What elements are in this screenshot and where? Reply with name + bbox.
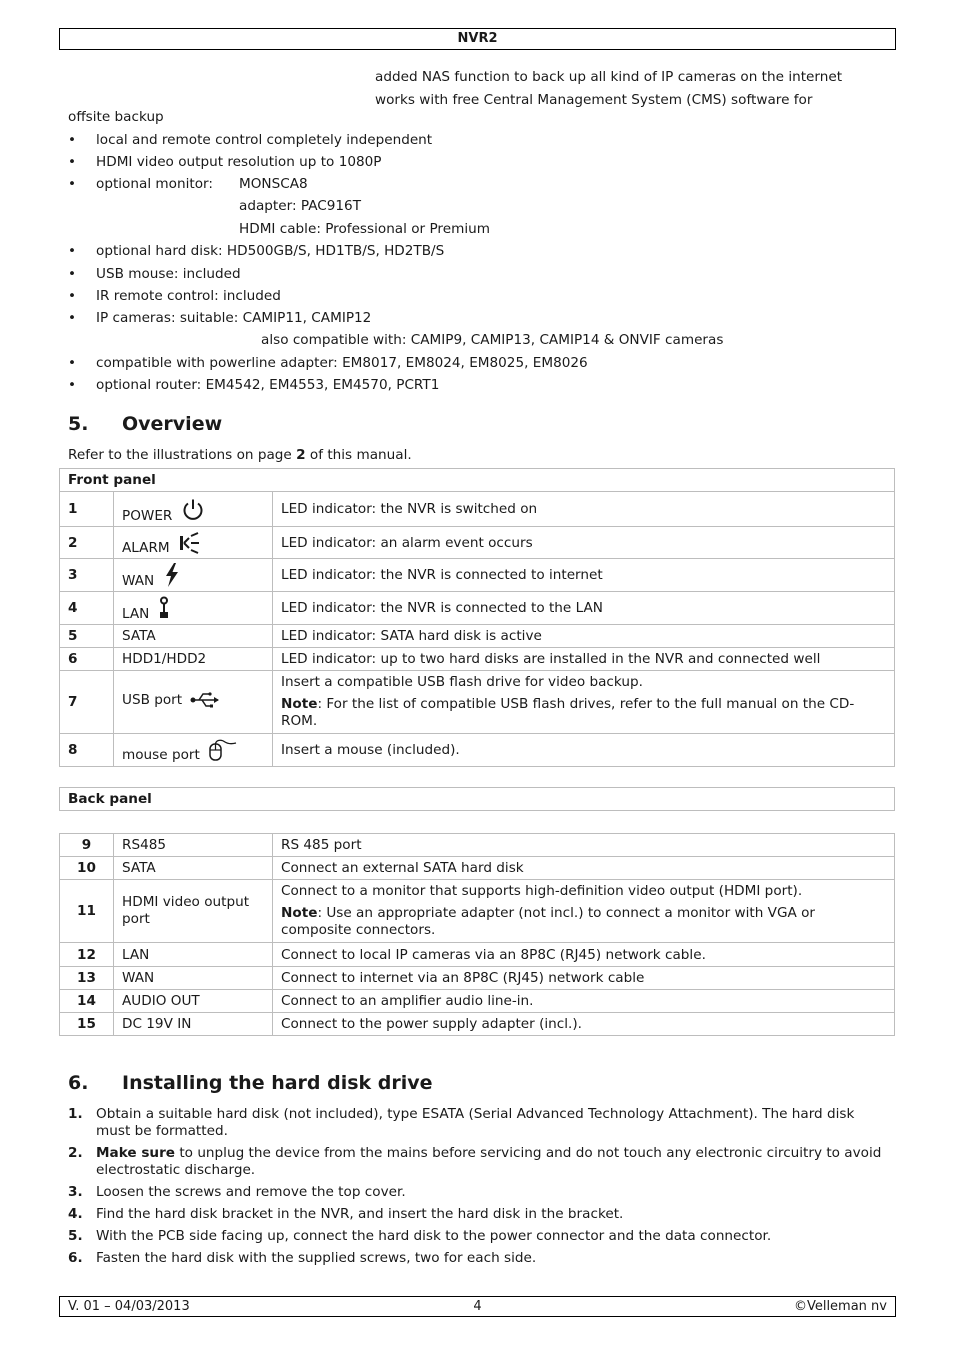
table-row (60, 943, 895, 967)
step-text: Obtain a suitable hard disk (not included), type ESATA (Serial Advanced Technology Attachment). The hard disk must be formatted. (96, 1106, 855, 1139)
intro-text: Refer to the illustrations on page (68, 447, 297, 463)
row-description: LED indicator: SATA hard disk is active (273, 625, 895, 648)
back-panel-caption-table (59, 787, 895, 811)
row-description-text: Connect to a monitor that supports high-definition video output (HDMI port). (281, 883, 803, 899)
row-description: Connect to an amplifier audio line-in. (273, 990, 895, 1013)
header-title: NVR2 (457, 31, 498, 46)
table-row (60, 857, 895, 880)
row-number: 10 (60, 857, 114, 880)
row-description: Insert a mouse (included). (273, 734, 895, 767)
note-text: : Use an appropriate adapter (not incl.) to connect a monitor with VGA or composite connectors. (281, 905, 816, 938)
note-label: Note (281, 905, 318, 921)
power-icon (181, 498, 205, 526)
table-row (60, 648, 895, 671)
row-number: 5 (60, 625, 114, 648)
row-number: 12 (60, 943, 114, 967)
back-panel-table (59, 833, 895, 1036)
lan-icon (158, 596, 170, 624)
row-name-text: ALARM (122, 539, 170, 556)
step-number: 2. (68, 1145, 83, 1161)
row-number: 13 (60, 967, 114, 990)
table-row (60, 834, 895, 857)
row-name (114, 527, 273, 559)
intro-page-ref: 2 (296, 447, 306, 463)
row-description (273, 880, 895, 943)
row-name: DC 19V IN (114, 1013, 273, 1036)
section-5-intro (68, 447, 412, 463)
footer-page-number: 4 (473, 1299, 482, 1314)
step-text: Find the hard disk bracket in the NVR, and insert the hard disk in the bracket. (96, 1206, 624, 1222)
feature-text: optional monitor: (96, 176, 213, 192)
note-label: Note (281, 696, 318, 712)
intro-line-1: added NAS function to back up all kind of IP cameras on the internet (375, 69, 843, 85)
alarm-icon (178, 532, 202, 558)
feature-text: compatible with powerline adapter: EM8017, EM8024, EM8025, EM8026 (96, 355, 588, 371)
row-name (114, 592, 273, 625)
row-number: 1 (60, 492, 114, 527)
row-name: SATA (114, 857, 273, 880)
row-name-text: LAN (122, 606, 150, 622)
page-footer (59, 1296, 896, 1317)
monitor-option: MONSCA8 (239, 176, 308, 192)
row-description: Connect to internet via an 8P8C (RJ45) network cable (273, 967, 895, 990)
feature-text: IR remote control: included (96, 288, 281, 304)
row-number: 2 (60, 527, 114, 559)
row-description: LED indicator: an alarm event occurs (273, 527, 895, 559)
row-note (281, 696, 886, 730)
feature-text: local and remote control completely independent (96, 132, 433, 148)
lightning-icon (163, 563, 181, 591)
mouse-icon (208, 739, 238, 765)
row-number: 9 (60, 834, 114, 857)
row-number: 14 (60, 990, 114, 1013)
row-note (281, 905, 886, 939)
table-row (60, 492, 895, 527)
row-description: Connect to the power supply adapter (incl.). (273, 1013, 895, 1036)
bullet-dot: • (68, 266, 77, 282)
row-name-text: WAN (122, 573, 155, 589)
bullet-dot: • (68, 154, 77, 170)
section-number: 5. (68, 413, 89, 435)
feature-text: HDMI video output resolution up to 1080P (96, 154, 382, 170)
bullet-dot: • (68, 377, 77, 393)
row-name: LAN (114, 943, 273, 967)
front-panel-table (59, 468, 895, 767)
camera-extra: also compatible with: CAMIP9, CAMIP13, CAMIP14 & ONVIF cameras (261, 332, 724, 348)
back-panel-caption: Back panel (60, 788, 895, 811)
bullet-dot: • (68, 132, 77, 148)
row-description (273, 671, 895, 734)
intro-text: of this manual. (305, 447, 412, 463)
table-row (60, 1013, 895, 1036)
table-row (60, 625, 895, 648)
row-number: 3 (60, 559, 114, 592)
row-number: 11 (60, 880, 114, 943)
bullet-dot: • (68, 176, 77, 192)
step-number: 4. (68, 1206, 83, 1222)
row-name: RS485 (114, 834, 273, 857)
footer-version: V. 01 – 04/03/2013 (68, 1299, 190, 1314)
row-number: 15 (60, 1013, 114, 1036)
row-name-text: mouse port (122, 747, 200, 763)
row-number: 7 (60, 671, 114, 734)
row-description: Connect to local IP cameras via an 8P8C (RJ45) network cable. (273, 943, 895, 967)
table-row (60, 880, 895, 943)
list-item (68, 1184, 888, 1201)
bullet-dot: • (68, 355, 77, 371)
row-name: HDD1/HDD2 (114, 648, 273, 671)
step-text: Fasten the hard disk with the supplied screws, two for each side. (96, 1250, 537, 1266)
row-description: RS 485 port (273, 834, 895, 857)
table-row (60, 967, 895, 990)
list-item (68, 1250, 888, 1267)
list-item (68, 1228, 888, 1245)
row-name (114, 492, 273, 527)
row-description: LED indicator: the NVR is connected to the LAN (273, 592, 895, 625)
row-name: SATA (114, 625, 273, 648)
list-item (68, 1145, 888, 1179)
section-title: Overview (122, 413, 223, 435)
table-row (60, 592, 895, 625)
usb-icon (190, 692, 220, 712)
section-title: Installing the hard disk drive (122, 1072, 433, 1094)
note-text: : For the list of compatible USB flash drives, refer to the full manual on the CD-ROM. (281, 696, 855, 729)
section-number: 6. (68, 1072, 89, 1094)
step-number: 1. (68, 1106, 83, 1122)
row-number: 4 (60, 592, 114, 625)
install-steps (68, 1106, 888, 1272)
row-name-text: USB port (122, 692, 183, 708)
row-description: Connect an external SATA hard disk (273, 857, 895, 880)
feature-text: USB mouse: included (96, 266, 241, 282)
row-name: HDMI video output port (114, 880, 273, 943)
row-number: 8 (60, 734, 114, 767)
row-description: LED indicator: up to two hard disks are installed in the NVR and connected well (273, 648, 895, 671)
step-number: 6. (68, 1250, 83, 1266)
intro-line-3: offsite backup (68, 109, 164, 125)
page-header (59, 28, 896, 50)
front-panel-caption: Front panel (60, 469, 895, 492)
feature-text: optional router: EM4542, EM4553, EM4570, PCRT1 (96, 377, 440, 393)
row-name: AUDIO OUT (114, 990, 273, 1013)
row-description: LED indicator: the NVR is connected to internet (273, 559, 895, 592)
monitor-option: HDMI cable: Professional or Premium (239, 221, 490, 237)
row-name (114, 559, 273, 592)
row-description-text: Insert a compatible USB flash drive for video backup. (281, 674, 643, 690)
step-text: Loosen the screws and remove the top cover. (96, 1184, 406, 1200)
feature-text: IP cameras: suitable: CAMIP11, CAMIP12 (96, 310, 372, 326)
row-name (114, 734, 273, 767)
list-item (68, 1206, 888, 1223)
list-item (68, 1106, 888, 1140)
row-name: WAN (114, 967, 273, 990)
step-number: 3. (68, 1184, 83, 1200)
step-text: to unplug the device from the mains before servicing and do not touch any electronic circuitry to avoid electrostatic discharge. (96, 1145, 882, 1178)
table-row (60, 671, 895, 734)
monitor-option: adapter: PAC916T (239, 198, 361, 214)
row-number: 6 (60, 648, 114, 671)
row-description: LED indicator: the NVR is switched on (273, 492, 895, 527)
feature-text: optional hard disk: HD500GB/S, HD1TB/S, HD2TB/S (96, 243, 445, 259)
row-name-text: POWER (122, 508, 173, 524)
bullet-dot: • (68, 310, 77, 326)
bullet-dot: • (68, 288, 77, 304)
step-number: 5. (68, 1228, 83, 1244)
table-row (60, 527, 895, 559)
row-name (114, 671, 273, 734)
table-row (60, 990, 895, 1013)
intro-line-2: works with free Central Management System (CMS) software for (375, 92, 813, 108)
step-text: With the PCB side facing up, connect the hard disk to the power connector and the data connector. (96, 1228, 772, 1244)
table-row (60, 559, 895, 592)
step-emphasis: Make sure (96, 1145, 176, 1161)
footer-copyright: ©Velleman nv (793, 1299, 887, 1314)
table-row (60, 734, 895, 767)
bullet-dot: • (68, 243, 77, 259)
